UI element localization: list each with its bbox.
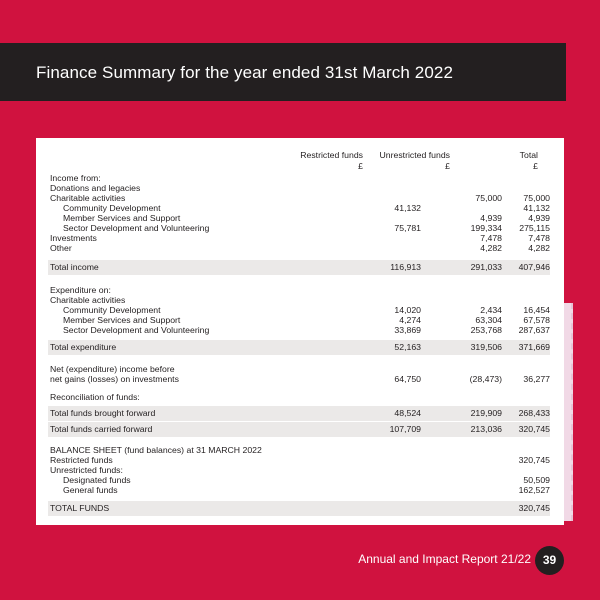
row-label: Sector Development and Volunteering <box>63 223 210 233</box>
cell-total: 41,132 <box>523 203 550 213</box>
cell-total: 320,745 <box>518 424 550 434</box>
cell-restricted: 48,524 <box>394 408 421 418</box>
cell-total: 407,946 <box>518 262 550 272</box>
cell-total: 320,745 <box>518 455 550 465</box>
cell-unrestricted: (28,473) <box>469 374 502 384</box>
table-row <box>48 325 550 336</box>
row-label: Designated funds <box>63 475 131 485</box>
cell-restricted: 107,709 <box>389 424 421 434</box>
row-label: Total expenditure <box>50 342 117 352</box>
row-label: TOTAL FUNDS <box>50 503 110 513</box>
row-label: Investments <box>50 233 97 243</box>
table-row-funds-carried-forward <box>48 422 550 437</box>
table-row-total-funds <box>48 501 550 516</box>
table-row <box>48 374 550 385</box>
cell-total: 67,578 <box>523 315 550 325</box>
cell-unrestricted: 319,506 <box>470 342 502 352</box>
cell-total: 162,527 <box>518 485 550 495</box>
row-label: Income from: <box>50 173 101 183</box>
row-label: Member Services and Support <box>63 315 181 325</box>
page-title: Finance Summary for the year ended 31st March 2022 <box>36 63 453 82</box>
table-row-total-expenditure <box>48 340 550 355</box>
row-label: Unrestricted funds: <box>50 465 123 475</box>
cell-total: 36,277 <box>523 374 550 384</box>
cell-restricted: 33,869 <box>394 325 421 335</box>
cell-restricted: 116,913 <box>390 262 421 272</box>
report-title: Annual and Impact Report 21/22 <box>358 552 531 566</box>
cell-restricted: 41,132 <box>394 203 421 213</box>
row-label: Donations and legacies <box>50 183 141 193</box>
cell-total: 371,669 <box>518 342 550 352</box>
cell-total: 4,282 <box>528 243 550 253</box>
header-currency-restricted: £ <box>358 161 363 171</box>
cell-restricted: 75,781 <box>394 223 421 233</box>
cell-total: 320,745 <box>518 503 550 513</box>
row-label: Total income <box>50 262 99 272</box>
cell-total: 4,939 <box>528 213 550 223</box>
header-restricted-funds: Restricted funds <box>300 150 363 160</box>
table-row <box>48 392 550 403</box>
header-unrestricted-funds: Unrestricted funds <box>379 150 450 160</box>
table-row <box>48 485 550 496</box>
header-total: Total <box>519 150 538 160</box>
row-label: General funds <box>63 485 118 495</box>
row-label: Total funds carried forward <box>50 424 153 434</box>
table-row-funds-brought-forward <box>48 406 550 421</box>
cell-unrestricted: 199,334 <box>470 223 502 233</box>
cell-unrestricted: 219,909 <box>470 408 502 418</box>
row-label: Charitable activities <box>50 193 126 203</box>
cell-unrestricted: 291,033 <box>470 262 502 272</box>
cell-total: 7,478 <box>528 233 550 243</box>
row-label: Restricted funds <box>50 455 113 465</box>
cell-unrestricted: 7,478 <box>480 233 502 243</box>
row-label: Sector Development and Volunteering <box>63 325 210 335</box>
cell-total: 268,433 <box>518 408 550 418</box>
row-label: Member Services and Support <box>63 213 181 223</box>
cell-total: 16,454 <box>523 305 550 315</box>
table-row-total-income <box>48 260 550 275</box>
cell-unrestricted: 253,768 <box>470 325 502 335</box>
cell-total: 275,115 <box>519 223 550 233</box>
row-label: Reconciliation of funds: <box>50 392 140 402</box>
cell-total: 75,000 <box>523 193 550 203</box>
header-currency-unrestricted: £ <box>445 161 450 171</box>
cell-unrestricted: 63,304 <box>475 315 502 325</box>
row-label: net gains (losses) on investments <box>50 374 179 384</box>
row-label: Community Development <box>63 305 161 315</box>
cell-unrestricted: 213,036 <box>470 424 502 434</box>
row-label: Other <box>50 243 72 253</box>
cell-unrestricted: 2,434 <box>480 305 502 315</box>
cell-total: 50,509 <box>523 475 550 485</box>
row-label: Net (expenditure) income before <box>50 364 175 374</box>
page-number-badge: 39 <box>535 546 564 575</box>
cell-total: 287,637 <box>518 325 550 335</box>
row-label: Total funds brought forward <box>50 408 156 418</box>
cell-unrestricted: 4,282 <box>480 243 502 253</box>
row-label: Expenditure on: <box>50 285 111 295</box>
header-currency-total: £ <box>533 161 538 171</box>
cell-restricted: 64,750 <box>394 374 421 384</box>
row-label: Charitable activities <box>50 295 126 305</box>
cell-restricted: 4,274 <box>399 315 421 325</box>
cell-restricted: 14,020 <box>394 305 421 315</box>
cell-restricted: 52,163 <box>394 342 421 352</box>
cell-unrestricted: 4,939 <box>480 213 502 223</box>
table-row <box>48 243 550 254</box>
row-label: Community Development <box>63 203 161 213</box>
row-label: BALANCE SHEET (fund balances) at 31 MARCH 2022 <box>50 445 262 455</box>
cell-unrestricted: 75,000 <box>475 193 502 203</box>
